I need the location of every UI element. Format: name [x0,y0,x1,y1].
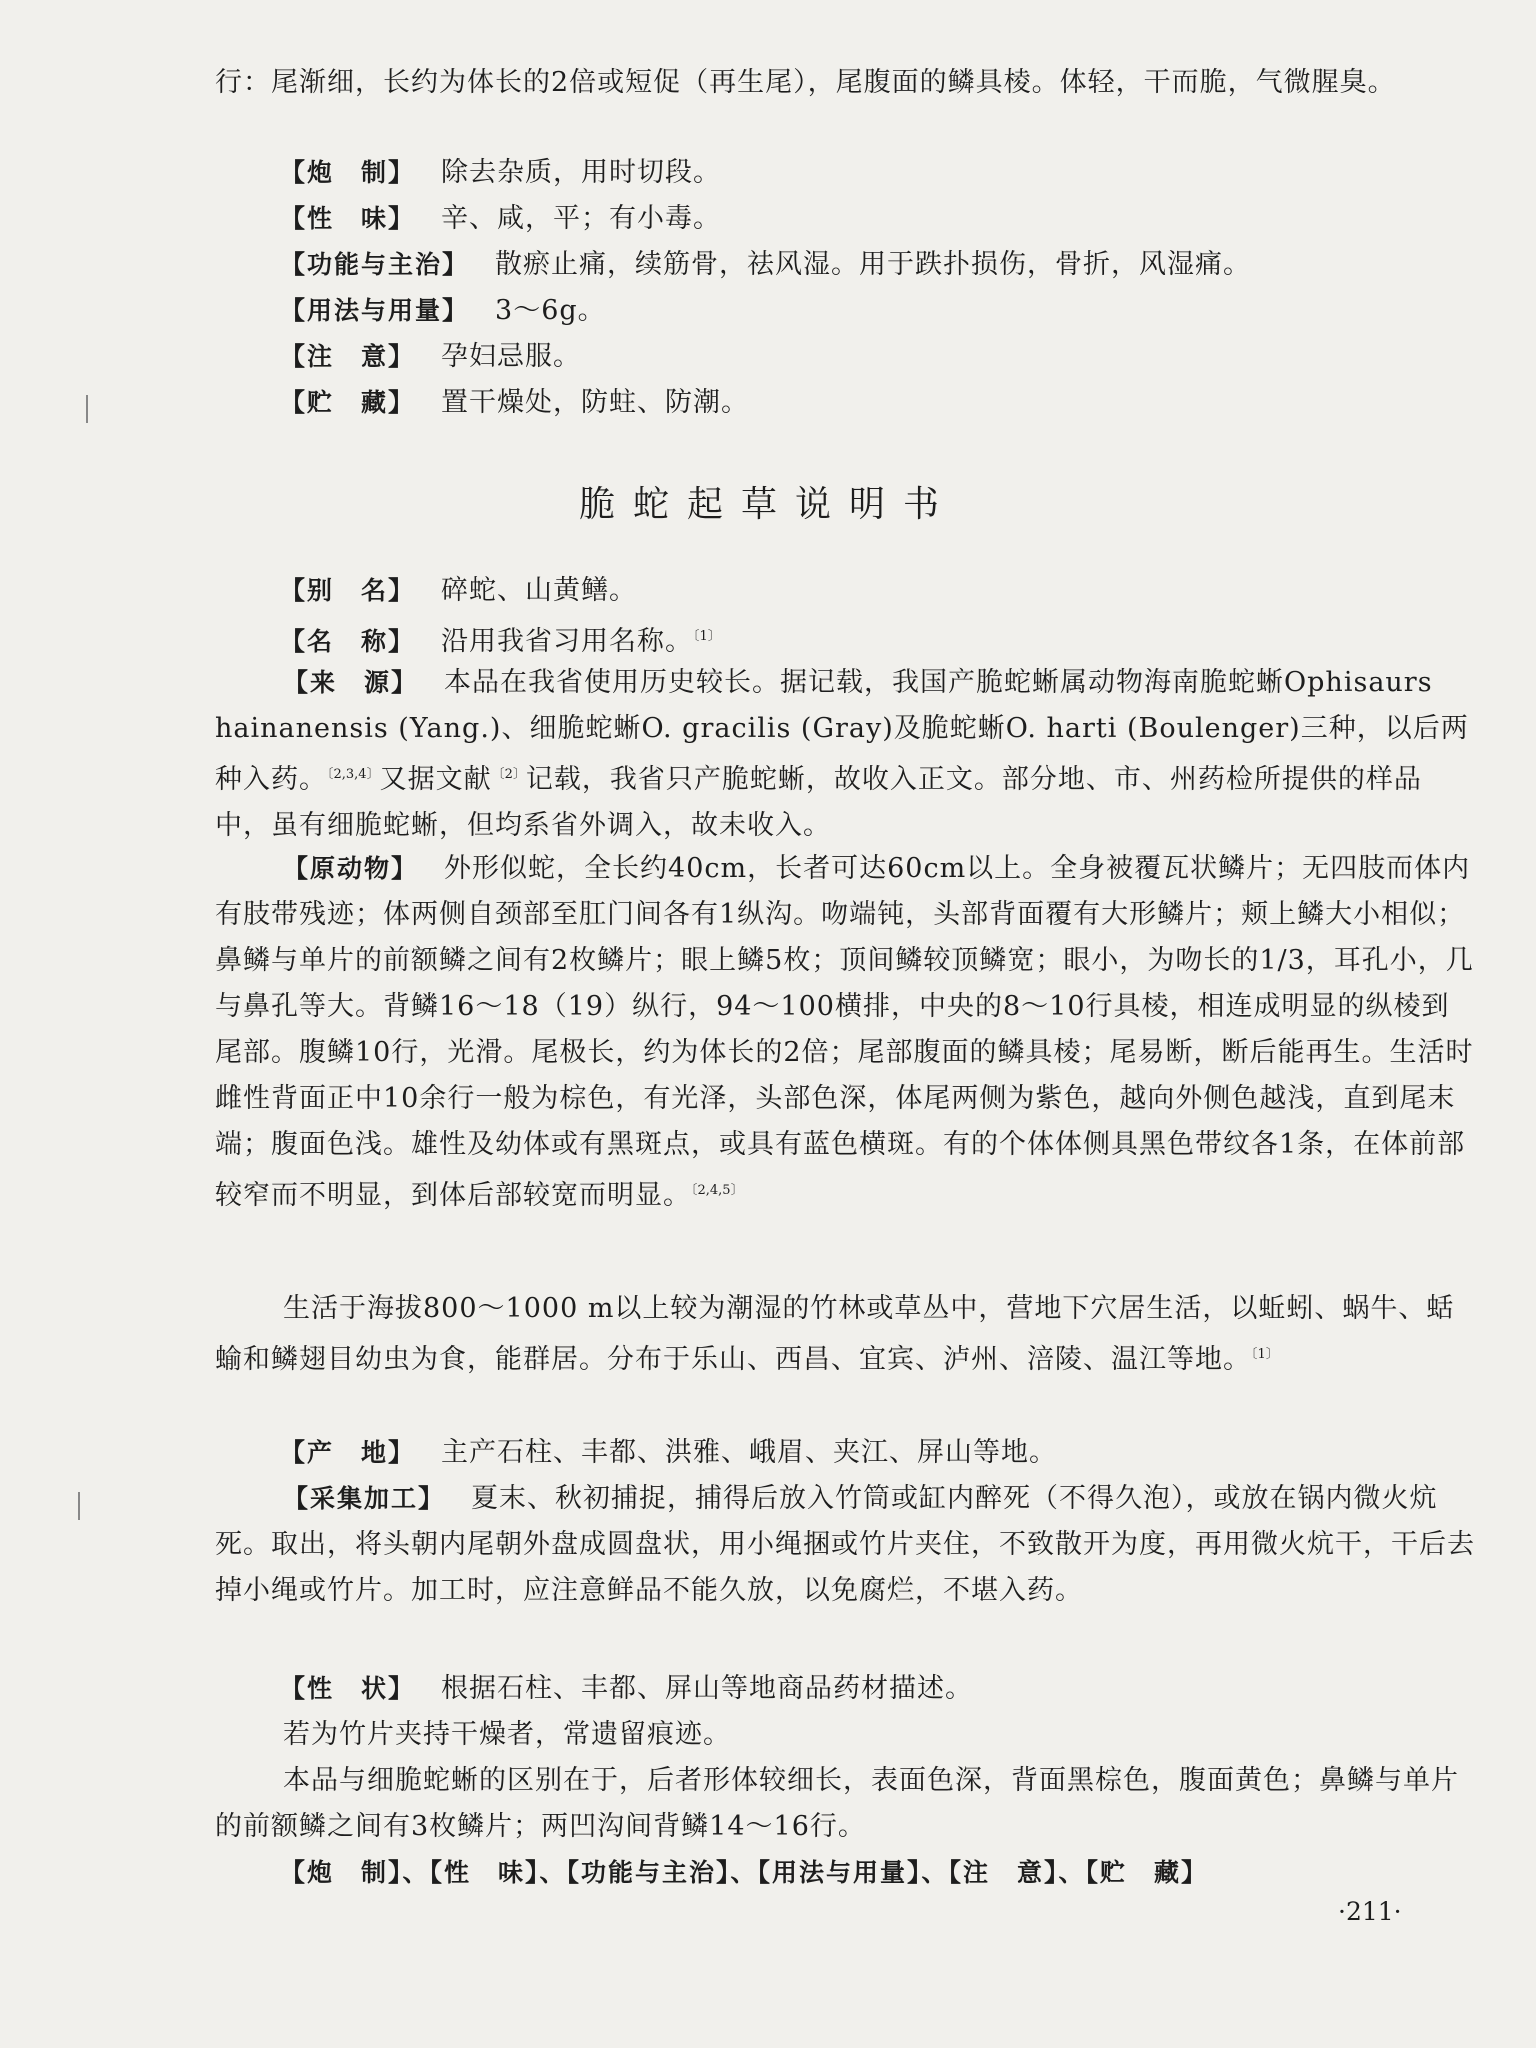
entry-label: 【性 味】 [280,204,416,233]
entry-text: 主产石柱、丰都、洪雅、峨眉、夹江、屏山等地。 [441,1437,1058,1468]
entry-dosage [280,288,606,334]
entry-label: 【功能与主治】 [280,250,470,279]
citation: 〔2,4,5〕 [691,1183,744,1198]
character-note-2: 本品与细脆蛇蜥的区别在于，后者形体较细长，表面色深，背面黑棕色，腹面黄色；鼻鳞与单片的前额鳞之间有3枚鳞片；两凹沟间背鳞14～16行。 [215,1765,1459,1842]
entry-label: 【贮 藏】 [280,388,416,417]
page-number: ·211· [1338,1897,1402,1926]
paragraph-text: 行：尾渐细，长约为体长的2倍或短促（再生尾），尾腹面的鳞具棱。体轻，干而脆，气微腥臭。 [215,67,1396,98]
entry-label: 【原动物】 [283,854,419,883]
margin-mark [78,1492,80,1520]
source-text-3: 记载，我省只产脆蛇蜥，故收入正文。部分地、市、州药检所提供的样品中，虽有细脆蛇蜥，但均系省外调入，故未收入。 [215,764,1422,841]
habitat-section [215,1286,1475,1383]
entry-text: 孕妇忌服。 [441,341,582,372]
entry-text: 除去杂质，用时切段。 [441,157,722,188]
citation: 〔1〕 [1251,1347,1279,1362]
section-title: 脆蛇起草说明书 [578,484,957,525]
continued-paragraph [215,60,1475,106]
citation: 〔1〕 [693,629,721,644]
entry-text: 碎蛇、山黄鳝。 [441,575,638,606]
entry-processing [280,150,721,196]
entry-label: 【性 状】 [280,1674,416,1703]
entry-storage [280,380,749,426]
processing-text: 夏末、秋初捕捉，捕得后放入竹筒或缸内醉死（不得久泡），或放在锅内微火炕死。取出，将头朝内尾朝外盘成圆盘状，用小绳捆或竹片夹住，不致散开为度，再用微火炕干，干后去掉小绳或竹片。加工时，应注意鲜品不能久放，以免腐烂，不堪入药。 [215,1483,1475,1606]
character-note-1: 若为竹片夹持干燥者，常遗留痕迹。 [283,1719,731,1750]
animal-section [215,846,1475,1219]
entry-taste [280,196,721,242]
citation: 〔2,3,4〕 [327,767,380,782]
entry-label: 【采集加工】 [283,1484,446,1513]
margin-mark [86,395,88,423]
entry-name [280,614,721,665]
entry-label: 【来 源】 [283,668,419,697]
entry-label: 【名 称】 [280,627,416,656]
entry-text: 沿用我省习用名称。 [441,626,694,657]
processing-section [215,1476,1475,1614]
entry-label: 【炮 制】、【性 味】、【功能与主治】、【用法与用量】、【注 意】、【贮 藏】 [280,1858,1209,1887]
entry-text: 根据石柱、丰都、屏山等地商品药材描述。 [441,1673,974,1704]
entry-text: 置干燥处，防蛀、防潮。 [441,387,750,418]
character-notes [215,1712,1475,1850]
animal-text: 外形似蛇，全长约40cm，长者可达60cm以上。全身被覆瓦状鳞片；无四肢而体内有肢带残迹；体两侧自颈部至肛门间各有1纵沟。吻端钝，头部背面覆有大形鳞片；颊上鳞大小相似；鼻鳞与单片的前额鳞之间有2枚鳞片；眼上鳞5枚；顶间鳞较顶鳞宽；眼小，为吻长的1/3，耳孔小，几与鼻孔等大。背鳞16～18（19）纵行，94～100横排，中央的8～10行具棱，相连成明显的纵棱到尾部。腹鳞10行，光滑。尾极长，约为体长的2倍；尾部腹面的鳞具棱；尾易断，断后能再生。生活时雌性背面正中10余行一般为棕色，有光泽，头部色深，体尾两侧为紫色，越向外侧色越浅，直到尾末端；腹面色浅。雄性及幼体或有黑斑点，或具有蓝色横斑。有的个体体侧具黑色带纹各1条，在体前部较窄而不明显，到体后部较宽而明显。 [215,853,1474,1211]
entry-character [280,1666,973,1712]
entry-label: 【注 意】 [280,342,416,371]
entry-label: 【用法与用量】 [280,296,470,325]
entry-label: 【产 地】 [280,1438,416,1467]
source-text-1: 本品在我省使用历史较长。据记载，我国产脆蛇蜥属动物海南脆蛇蜥Ophisaurs hainanensis (Yang.)、细脆蛇蜥O. gracilis (Gray)及脆蛇蜥O. harti (Boulenger)三种，以后两种入药。 [215,667,1469,795]
source-section [215,660,1475,849]
entry-text: 辛、咸，平；有小毒。 [441,203,722,234]
entry-label: 【别 名】 [280,576,416,605]
closing-labels [280,1850,1208,1896]
entry-caution [280,334,581,380]
entry-text: 散瘀止痛，续筋骨，祛风湿。用于跌扑损伤，骨折，风湿痛。 [495,249,1252,280]
habitat-text: 生活于海拔800～1000 m以上较为潮湿的竹林或草丛中，营地下穴居生活，以蚯蚓、蜗牛、蛞蝓和鳞翅目幼虫为食，能群居。分布于乐山、西昌、宜宾、泸州、涪陵、温江等地。 [215,1293,1455,1375]
entry-origin [280,1430,1057,1476]
entry-function [280,242,1251,288]
source-text-2: 又据文献 [379,764,492,795]
entry-alias [280,568,637,614]
entry-label: 【炮 制】 [280,158,416,187]
entry-text: 3～6g。 [495,295,606,326]
citation: 〔2〕 [491,767,526,782]
